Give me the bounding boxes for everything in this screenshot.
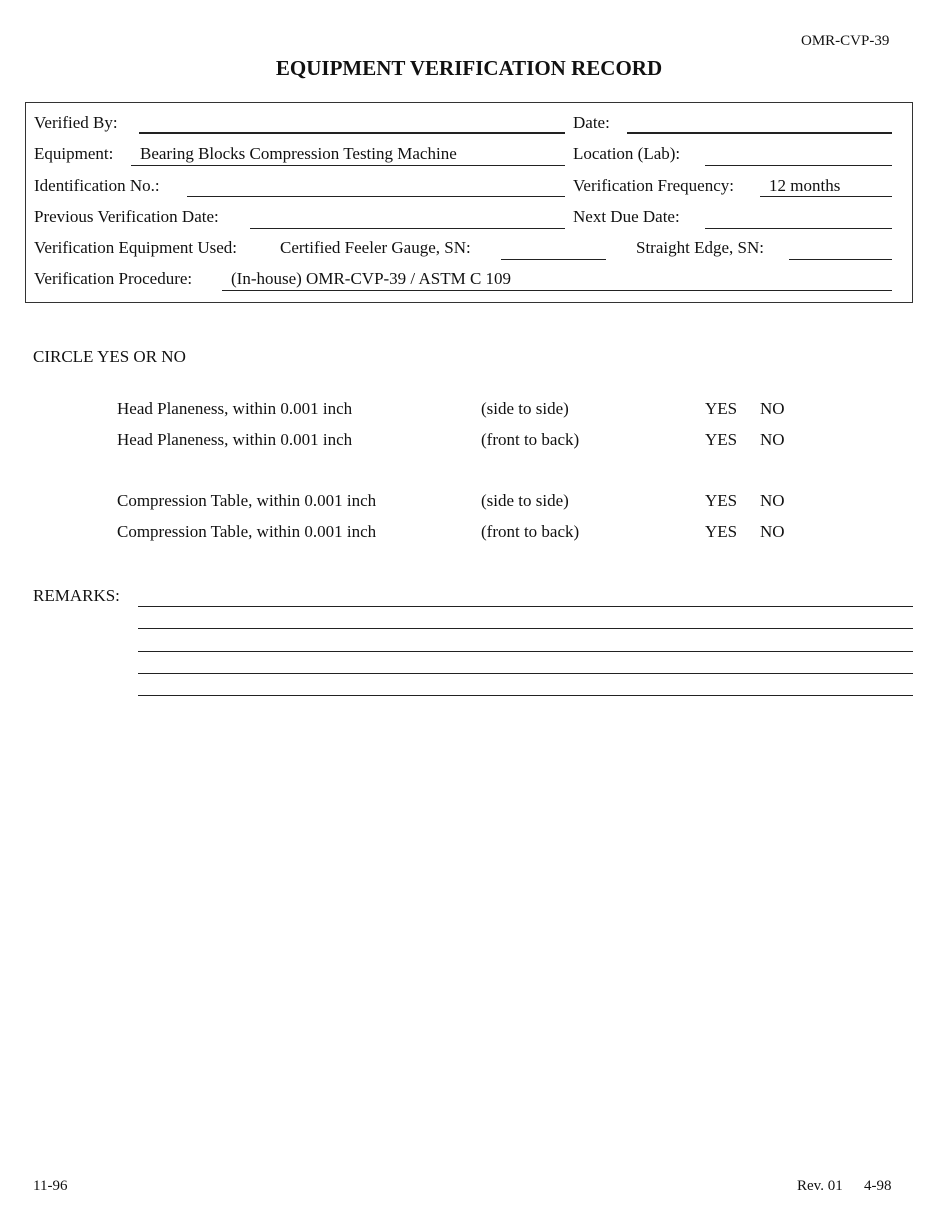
location-label: Location (Lab): <box>573 144 681 163</box>
equipment-value: Bearing Blocks Compression Testing Machine <box>140 144 457 163</box>
previous-date-label: Previous Verification Date: <box>34 207 219 226</box>
page-title: EQUIPMENT VERIFICATION RECORD <box>275 56 663 80</box>
check-item-label: Compression Table, within 0.001 inch <box>117 522 377 541</box>
check-item-label: Compression Table, within 0.001 inch <box>117 491 377 510</box>
next-due-field[interactable] <box>705 228 892 229</box>
no-option[interactable]: NO <box>760 522 785 541</box>
check-item-direction: (side to side) <box>481 399 569 418</box>
remarks-line[interactable] <box>138 651 913 652</box>
yes-option[interactable]: YES <box>705 491 738 510</box>
check-item-direction: (front to back) <box>481 430 580 449</box>
feeler-gauge-label: Certified Feeler Gauge, SN: <box>280 238 471 257</box>
procedure-field[interactable] <box>222 290 892 291</box>
identification-label: Identification No.: <box>34 176 160 195</box>
equipment-label: Equipment: <box>34 144 114 163</box>
verified-by-label: Verified By: <box>34 113 118 132</box>
identification-field[interactable] <box>187 196 565 197</box>
revision-date: 4-98 <box>864 1178 892 1194</box>
next-due-label: Next Due Date: <box>573 207 680 226</box>
revision-number: Rev. 01 <box>797 1178 843 1194</box>
check-item-label: Head Planeness, within 0.001 inch <box>117 399 353 418</box>
check-item-label: Head Planeness, within 0.001 inch <box>117 430 353 449</box>
frequency-value: 12 months <box>769 176 841 195</box>
check-item-direction: (side to side) <box>481 491 569 510</box>
header-info-box <box>25 102 913 303</box>
no-option[interactable]: NO <box>760 430 785 449</box>
check-item-direction: (front to back) <box>481 522 580 541</box>
feeler-gauge-field[interactable] <box>501 259 606 260</box>
circle-instruction: CIRCLE YES OR NO <box>33 347 186 366</box>
frequency-field[interactable] <box>760 196 892 197</box>
equipment-used-label: Verification Equipment Used: <box>34 238 238 257</box>
procedure-value: (In-house) OMR-CVP-39 / ASTM C 109 <box>231 269 512 288</box>
equipment-field[interactable] <box>131 165 565 166</box>
straight-edge-label: Straight Edge, SN: <box>636 238 764 257</box>
straight-edge-field[interactable] <box>789 259 892 260</box>
remarks-line[interactable] <box>138 606 913 607</box>
remarks-line[interactable] <box>138 628 913 629</box>
no-option[interactable]: NO <box>760 491 785 510</box>
procedure-label: Verification Procedure: <box>34 269 193 288</box>
no-option[interactable]: NO <box>760 399 785 418</box>
frequency-label: Verification Frequency: <box>573 176 734 195</box>
document-id: OMR-CVP-39 <box>801 33 890 49</box>
remarks-line[interactable] <box>138 673 913 674</box>
yes-option[interactable]: YES <box>705 399 738 418</box>
remarks-line[interactable] <box>138 695 913 696</box>
yes-option[interactable]: YES <box>705 522 738 541</box>
verified-by-field[interactable] <box>139 132 565 134</box>
yes-option[interactable]: YES <box>705 430 738 449</box>
date-field[interactable] <box>627 132 892 134</box>
previous-date-field[interactable] <box>250 228 565 229</box>
date-label: Date: <box>573 113 610 132</box>
footer-date: 11-96 <box>33 1178 68 1194</box>
remarks-label: REMARKS: <box>33 586 120 605</box>
location-field[interactable] <box>705 165 892 166</box>
